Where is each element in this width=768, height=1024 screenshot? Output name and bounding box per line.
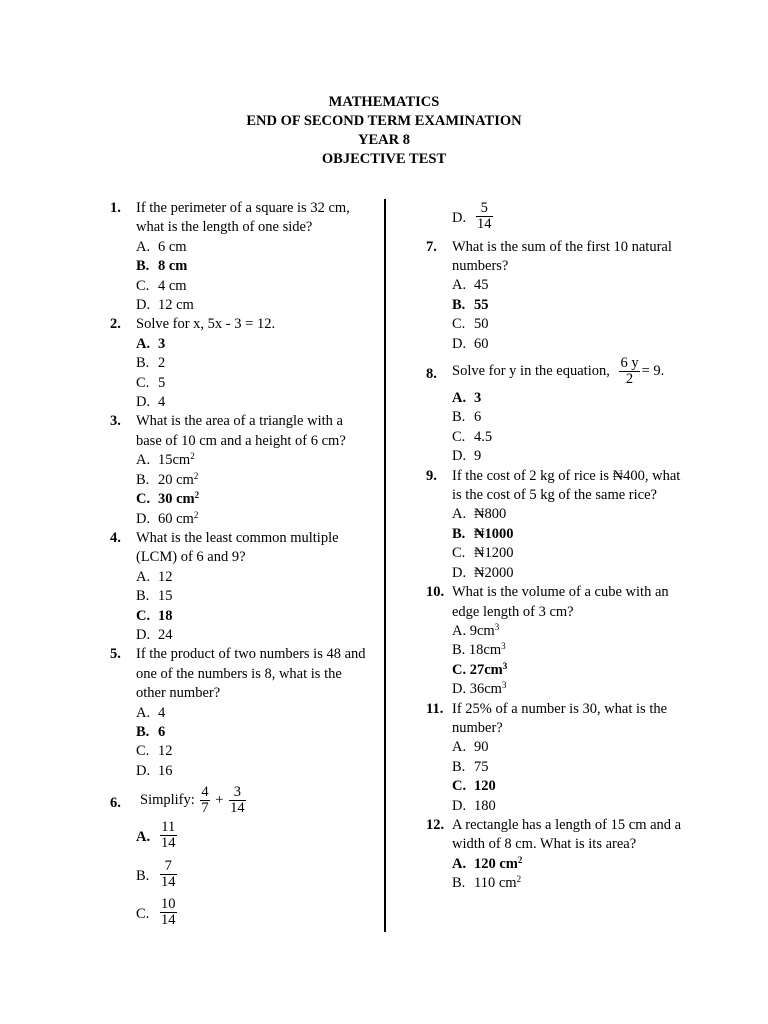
option-d: D. 24 xyxy=(136,626,173,643)
option-c: C. ₦1200 xyxy=(452,545,514,562)
option-b: B. 15 xyxy=(136,588,173,605)
option-a: A. $15cm^2$ xyxy=(136,451,195,469)
question-text: Simplify: xyxy=(140,792,195,809)
option-d: D. $36cm^3$ xyxy=(452,680,507,698)
question-9 xyxy=(426,467,688,506)
question-number: 11. xyxy=(426,700,444,717)
fraction: $\frac{10}{14}$ xyxy=(161,896,176,929)
question-number: 7. xyxy=(426,238,437,255)
option-a-answer: A. $\frac{11}{14}$ xyxy=(136,819,176,852)
question-11 xyxy=(426,700,688,739)
option-d: D. 12 cm xyxy=(136,297,194,314)
option-b: B. 75 xyxy=(452,758,489,775)
option-d: D. 60 xyxy=(452,335,489,352)
question-number: 6. xyxy=(110,795,121,812)
option-d: D. 60 $cm^2$ xyxy=(136,509,199,527)
question-8: 8. Solve for y in the equation, $\frac{6 y}{2}$ = 9. xyxy=(426,355,665,388)
option-d: D. ₦2000 xyxy=(452,564,514,581)
option-d: D. $\frac{5}{14}$ xyxy=(452,200,492,232)
question-number: 10. xyxy=(426,584,445,601)
exam-title: END OF SECOND TERM EXAMINATION xyxy=(246,113,522,129)
question-number: 8. xyxy=(426,366,437,383)
option-a: A. 45 xyxy=(452,277,489,294)
option-b-answer: B. ₦1000 xyxy=(452,525,514,542)
question-number: 5. xyxy=(110,646,121,663)
question-number: 3. xyxy=(110,413,121,430)
question-2 xyxy=(110,315,368,334)
question-text: What is the volume of a cube with an edge length of 3 cm? xyxy=(452,584,669,620)
option-a-answer: A. 120 $cm^2$ xyxy=(452,854,523,872)
fraction: $\frac{7}{14}$ xyxy=(161,857,176,890)
option-d: D. 180 xyxy=(452,797,496,814)
question-3 xyxy=(110,412,368,451)
question-number: 2. xyxy=(110,316,121,333)
question-4 xyxy=(110,529,368,568)
option-b: B. 6 xyxy=(452,409,482,426)
question-text: What is the area of a triangle with a base of 10 cm and a height of 6 cm? xyxy=(136,413,346,449)
option-a-answer: A. 3 xyxy=(136,335,166,352)
question-text: What is the least common multiple (LCM) of 6 and 9? xyxy=(136,529,339,566)
section-title: OBJECTIVE TEST xyxy=(321,151,447,167)
option-c-answer: C. $27cm^3$ xyxy=(452,660,508,678)
question-text: If the perimeter of a square is 32 cm, what is the length of one side? xyxy=(136,200,350,236)
option-c: C. 50 xyxy=(452,316,489,333)
question-text: If 25% of a number is 30, what is the number? xyxy=(452,700,668,736)
option-c-answer: C. 18 xyxy=(136,607,173,624)
option-a: A. 6 cm xyxy=(136,238,187,255)
option-b: B. 20 $cm^2$ xyxy=(136,470,199,488)
left-column xyxy=(110,199,368,934)
question-number: 12. xyxy=(426,816,445,833)
option-a: A. 90 xyxy=(452,739,489,756)
fraction: $\frac{5}{14}$ xyxy=(477,200,492,232)
option-a-answer: A. 3 xyxy=(452,390,482,407)
question-7 xyxy=(426,238,688,277)
option-b-answer: B. 55 xyxy=(452,296,489,313)
question-text: If the product of two numbers is 48 and one of the numbers is 8, what is the other number? xyxy=(136,646,366,702)
option-c-answer: C. 30 $cm^2$ xyxy=(136,490,200,508)
option-a: A. 4 xyxy=(136,704,166,721)
fraction: $\frac{3}{14}$ xyxy=(230,784,245,817)
option-a: A. 12 xyxy=(136,568,173,585)
year-title: YEAR 8 xyxy=(358,132,410,148)
question-10 xyxy=(426,583,688,622)
option-b: B. $\frac{7}{14}$ xyxy=(136,857,176,890)
option-c: C. 5 xyxy=(136,374,166,391)
question-number: 9. xyxy=(426,467,437,484)
question-text: Solve for x, 5x - 3 = 12. xyxy=(136,316,276,333)
question-6: 6. Simplify: $\frac{4}{7}$ + $\frac{3}{14}$ xyxy=(110,784,245,817)
option-b: B. $18cm^3$ xyxy=(452,641,506,659)
option-a: A. $9cm^3$ xyxy=(452,621,500,639)
option-d: D. 9 xyxy=(452,448,482,465)
option-c-answer: C. 120 xyxy=(452,778,496,795)
right-column xyxy=(426,199,688,894)
question-5 xyxy=(110,645,368,703)
option-c: C. $\frac{10}{14}$ xyxy=(136,896,176,929)
subject-title: MATHEMATICS xyxy=(328,94,440,110)
fraction: $\frac{4}{7}$ xyxy=(201,784,209,817)
option-a: A. ₦800 xyxy=(452,506,507,523)
option-d: D. 4 xyxy=(136,394,166,411)
question-1 xyxy=(110,199,368,238)
question-number: 4. xyxy=(110,529,121,546)
option-d: D. 16 xyxy=(136,762,173,779)
option-b-answer: B. 8 cm xyxy=(136,258,188,275)
fraction: $\frac{11}{14}$ xyxy=(161,819,176,852)
fraction: $\frac{6 y}{2}$ xyxy=(620,355,639,388)
question-text: Solve for y in the equation, xyxy=(452,362,610,379)
column-divider xyxy=(384,199,386,932)
option-b: B. 2 xyxy=(136,355,166,372)
option-c: C. 12 xyxy=(136,743,173,760)
question-text: A rectangle has a length of 15 cm and a width of 8 cm. What is its area? xyxy=(452,816,682,853)
exam-header xyxy=(0,93,768,169)
question-text: What is the sum of the first 10 natural numbers? xyxy=(452,238,672,274)
option-b: B. 110 $cm^2$ xyxy=(452,874,522,892)
option-b-answer: B. 6 xyxy=(136,723,166,740)
question-number: 1. xyxy=(110,200,121,216)
option-c: C. 4.5 xyxy=(452,428,493,445)
question-12 xyxy=(426,816,688,855)
question-text: If the cost of 2 kg of rice is ₦400, what is the cost of 5 kg of the same rice? xyxy=(452,467,681,504)
option-c: C. 4 cm xyxy=(136,277,187,294)
